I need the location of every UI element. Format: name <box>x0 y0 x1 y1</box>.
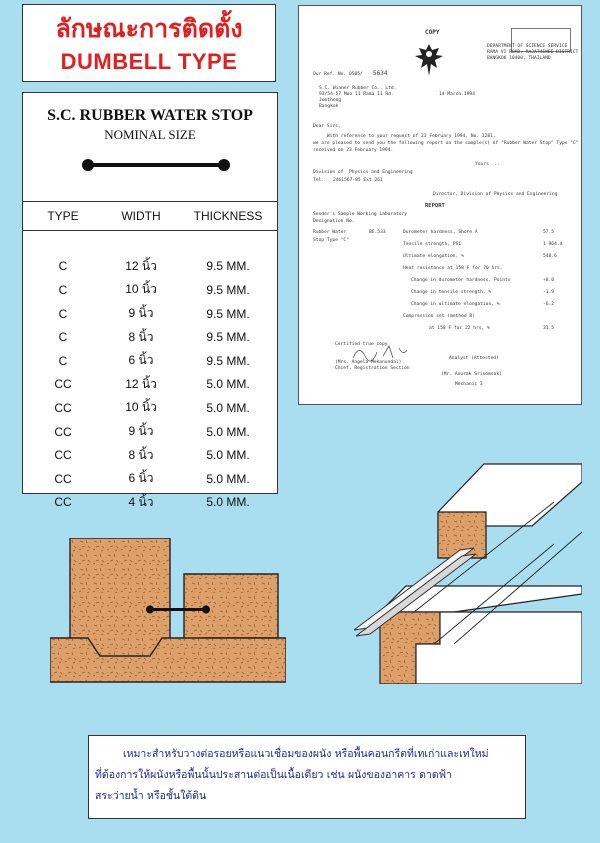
addressee-1: S.C. Winner Rubber Co., Ltd. <box>319 86 397 91</box>
table-row <box>23 396 277 420</box>
salutation: Dear Sirs, <box>313 124 341 129</box>
cell-width: 6 นิ้ว <box>128 471 154 486</box>
addressee-2: 93/54-57 Moo 11 Rama II Rd. <box>319 92 394 97</box>
title-dumbell-type: DUMBELL TYPE <box>60 49 238 74</box>
clerk-title: Chief, Registration Section <box>335 366 410 371</box>
cell-thickness: 5.0 MM. <box>206 495 250 510</box>
cell-thickness: 9.5 MM. <box>206 259 250 274</box>
division-label: Division of <box>313 170 344 175</box>
table-row <box>23 491 277 515</box>
clerk-name: (Mrs. Angela Mekanundal) <box>335 360 402 365</box>
garuda-emblem-icon <box>413 42 445 78</box>
cell-width: 6 นิ้ว <box>128 353 154 368</box>
test-certificate <box>298 5 582 405</box>
installation-illustration-3d <box>354 462 582 684</box>
table-row <box>23 278 277 302</box>
report-heading: REPORT <box>425 203 445 209</box>
letter-date: 14 March 1994 <box>439 92 475 97</box>
result-label: Heat resistance at 158 F for 70 hrs. <box>403 266 503 271</box>
note-line-1: เหมาะสำหรับวางต่อรอยหรือแนวเชื่อมของผนัง หรือพื้นคอนกรีตที่เทเก่าและเทใหม่ <box>123 748 489 760</box>
result-label: Ultimate elongation, % <box>403 254 464 259</box>
cell-type: C <box>58 282 68 297</box>
cell-thickness: 5.0 MM. <box>206 377 250 392</box>
result-value: +8.0 <box>543 278 555 283</box>
certified-copy: Certified true copy <box>335 342 388 347</box>
sample-number: BE.533 <box>369 230 386 235</box>
body-line-2: we are pleased to send you the following report on the sample(s) of "Rubber Water Stop" Type "C" <box>313 141 579 146</box>
our-ref: Our Ref. No. 0505/ <box>313 72 363 77</box>
cell-type: CC <box>54 495 72 510</box>
spec-table <box>23 201 277 514</box>
cell-thickness: 5.0 MM. <box>206 424 250 439</box>
result-label: Durometer hardness, Shore A <box>403 230 478 235</box>
cell-type: C <box>58 306 68 321</box>
spec-panel <box>22 92 278 510</box>
report-headers: Sender's Sample Working Laboratory <box>313 212 408 217</box>
cell-type: CC <box>54 471 72 486</box>
cell-type: CC <box>54 448 72 463</box>
cell-width: 12 นิ้ว <box>125 376 157 391</box>
table-row <box>23 443 277 467</box>
cell-thickness: 9.5 MM. <box>206 282 250 297</box>
dept-line-2: RAMA VI ROAD, RAJATHEWEE DISTRICT <box>487 50 579 55</box>
division-name: Physics and Engineering <box>349 170 413 175</box>
dept-line-3: BANGKOK 10400, THAILAND <box>487 56 551 61</box>
result-value: -6.2 <box>543 302 555 307</box>
cell-width: 8 นิ้ว <box>128 329 154 344</box>
col-thickness: THICKNESS <box>179 202 277 231</box>
cell-type: C <box>58 259 68 274</box>
cell-thickness: 5.0 MM. <box>206 400 250 415</box>
table-row <box>23 420 277 444</box>
table-row <box>23 467 277 491</box>
cell-type: C <box>58 330 68 345</box>
cell-width: 10 นิ้ว <box>125 282 157 297</box>
result-label: Compression set (method B) <box>403 314 475 319</box>
table-row <box>23 255 277 279</box>
table-row <box>23 302 277 326</box>
cell-thickness: 5.0 MM. <box>206 471 250 486</box>
spacer-row <box>23 231 277 255</box>
tel-number: 2461567-85 Ext.261 <box>333 178 383 183</box>
analyst-name: (Mr. Anurak Srisomsak) <box>441 372 502 377</box>
result-value: 31.5 <box>543 326 555 331</box>
cell-type: C <box>58 353 68 368</box>
cell-width: 10 นิ้ว <box>125 400 157 415</box>
cell-width: 12 นิ้ว <box>125 258 157 273</box>
sample-name-1: Rubber Water <box>313 230 347 235</box>
usage-note <box>88 735 526 819</box>
product-name: S.C. RUBBER WATER STOP <box>47 107 253 124</box>
result-label: Tensile strength, PSI <box>403 242 462 247</box>
body-line-3: received on 23 February 1994. <box>313 148 394 153</box>
result-label: Change in durometer hardness, Points <box>411 278 511 283</box>
nominal-size-label: NOMINAL SIZE <box>104 127 196 142</box>
analyst-title: Mechanic 3 <box>455 382 483 387</box>
tel-label: Tel. <box>313 178 325 183</box>
cell-width: 9 นิ้ว <box>128 424 154 439</box>
result-value: 1 964.4 <box>543 242 563 247</box>
table-row <box>23 325 277 349</box>
cell-type: CC <box>54 377 72 392</box>
cell-width: 9 นิ้ว <box>128 306 154 321</box>
spec-table-header <box>23 202 277 231</box>
note-line-2: ที่ต้องการให้ผนังหรือพื้นนั้นประสานต่อเป็นเนื้อเดียว เช่น ผนังของอาคาร ดาดฟ้า <box>95 769 453 781</box>
cell-thickness: 9.5 MM. <box>206 353 250 368</box>
handwritten-signature-icon <box>349 342 409 362</box>
closing: Yours ... <box>475 162 500 167</box>
addressee-3: Jomthong <box>319 98 342 103</box>
body-line-1: With reference to your request of 23 February 1994, No. 1281, <box>327 134 496 139</box>
dumbell-icon <box>81 157 231 173</box>
table-row <box>23 349 277 373</box>
copy-label: COPY <box>425 29 440 36</box>
report-designation: Designation No. <box>313 219 355 224</box>
table-row <box>23 373 277 397</box>
cell-width: 4 นิ้ว <box>128 494 154 509</box>
result-value: 57.5 <box>543 230 555 235</box>
cell-thickness: 9.5 MM. <box>206 306 250 321</box>
addressee-4: Bangkok <box>319 104 339 109</box>
result-label: Change in tensile strength, % <box>411 290 492 295</box>
title-box <box>22 4 276 82</box>
cell-type: CC <box>54 400 72 415</box>
cell-thickness: 9.5 MM. <box>206 330 250 345</box>
result-value: 548.6 <box>543 254 557 259</box>
result-label: at 158 F for 22 hrs, % <box>429 326 490 331</box>
title-thai: ลักษณะการติดตั้ง <box>55 14 243 43</box>
analyst-label: Analyst (Attested) <box>449 356 499 361</box>
installation-illustration-joint <box>50 538 286 684</box>
cell-thickness: 5.0 MM. <box>206 448 250 463</box>
cell-type: CC <box>54 424 72 439</box>
result-value: -1.9 <box>543 290 555 295</box>
note-line-3: สระว่ายน้ำ หรือชั้นใต้ดิน <box>95 790 207 802</box>
signatory: Director, Division of Physics and Engineering <box>433 192 558 197</box>
result-label: Change in ultimate elongation, % <box>411 302 500 307</box>
col-width: WIDTH <box>103 202 179 231</box>
ref-number: 5634 <box>373 70 388 77</box>
sample-name-2: Stop Type "C" <box>313 238 349 243</box>
col-type: TYPE <box>23 202 103 231</box>
dept-line-1: DEPARTMENT OF SCIENCE SERVICE <box>487 44 568 49</box>
cell-width: 8 นิ้ว <box>128 447 154 462</box>
